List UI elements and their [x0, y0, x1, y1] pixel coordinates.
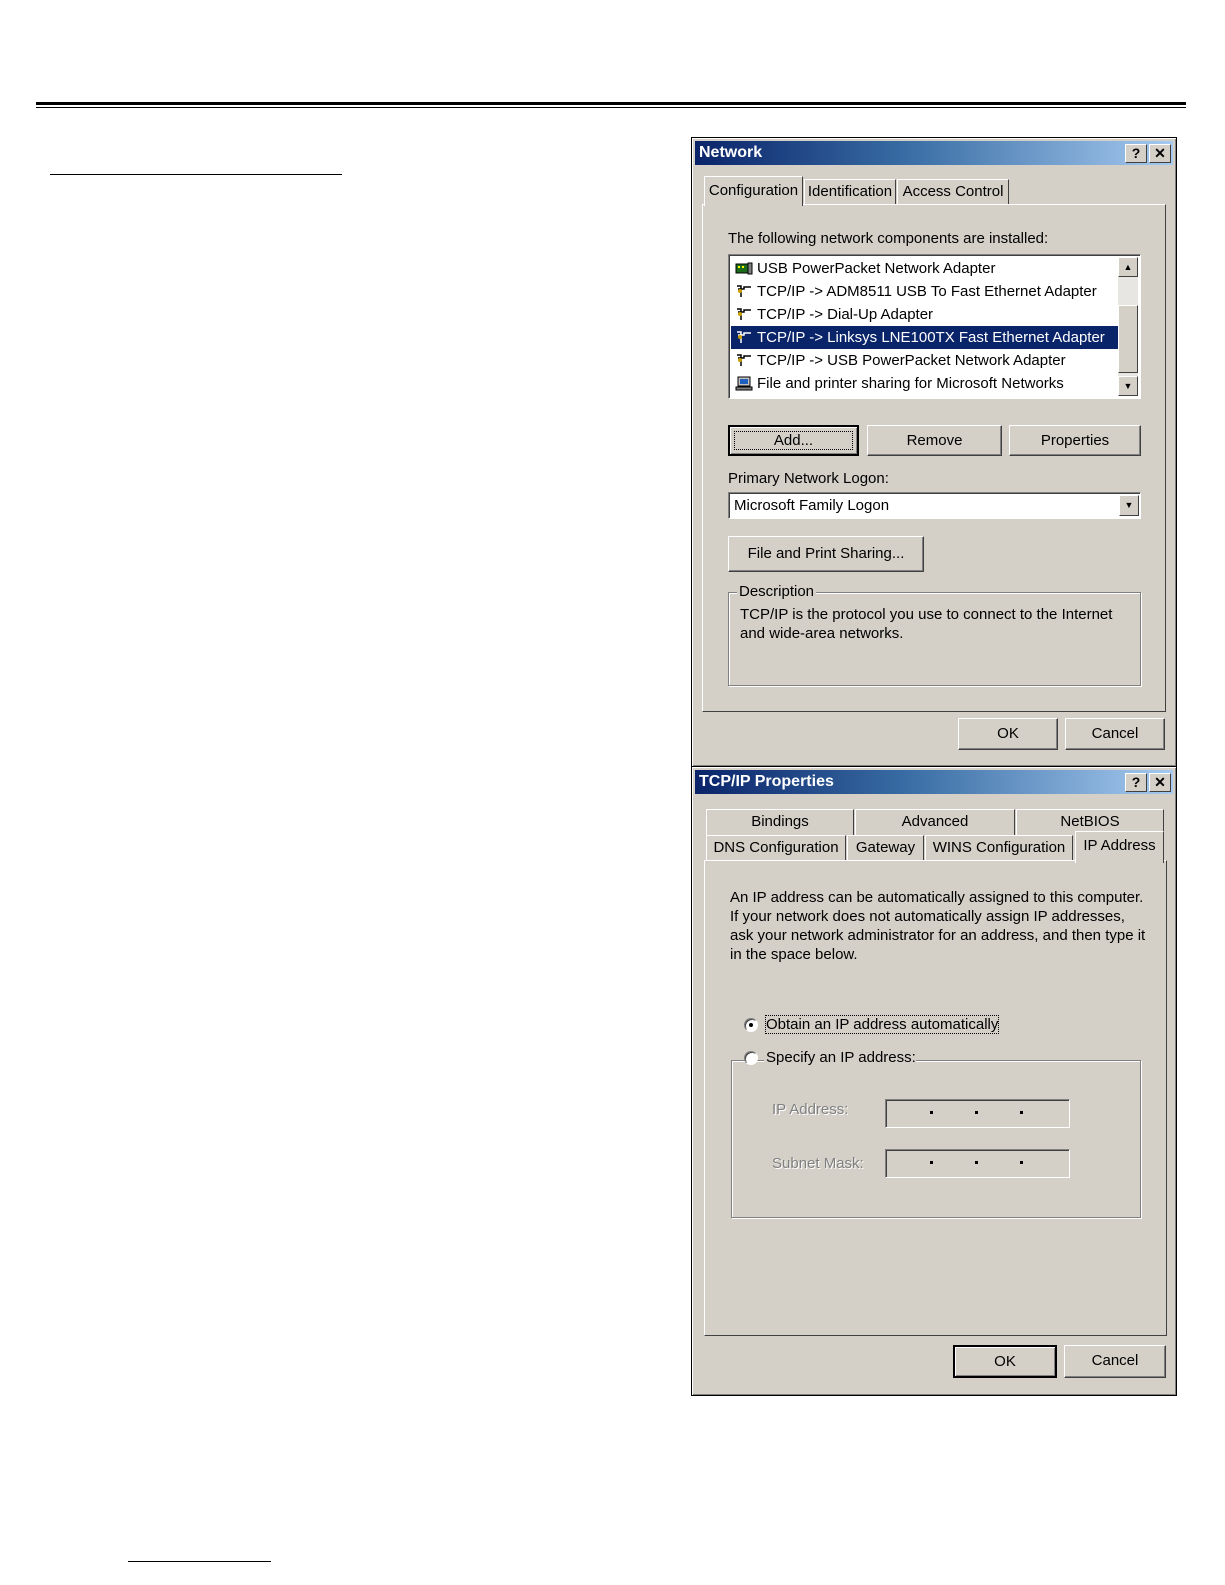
cancel-button-label: Cancel	[1091, 1352, 1139, 1369]
ip-octet-separator	[1020, 1111, 1023, 1114]
tab-wins-configuration[interactable]	[925, 835, 1073, 861]
primary-logon-select[interactable]	[728, 492, 1141, 519]
subnet-mask-label: Subnet Mask:	[772, 1155, 864, 1172]
tab-configuration[interactable]	[704, 176, 803, 206]
ip-octet-separator	[930, 1111, 933, 1114]
list-item-selected[interactable]	[731, 326, 1118, 349]
tab-identification[interactable]	[804, 179, 896, 206]
ok-button-label: OK	[994, 1353, 1016, 1370]
list-item[interactable]	[731, 349, 1118, 372]
protocol-icon	[735, 284, 753, 299]
tab-wins-configuration-label: WINS Configuration	[932, 839, 1066, 856]
components-label: The following network components are installed:	[728, 230, 1049, 247]
ip-address-panel	[704, 860, 1167, 1336]
tab-bindings[interactable]	[706, 809, 854, 835]
tab-bindings-label: Bindings	[751, 813, 809, 830]
ip-address-label: IP Address:	[772, 1101, 849, 1118]
cancel-button[interactable]	[1065, 718, 1165, 750]
tab-netbios-label: NetBIOS	[1060, 813, 1120, 830]
ip-octet-separator	[930, 1161, 933, 1164]
list-item[interactable]	[731, 303, 1118, 326]
add-button[interactable]	[728, 425, 859, 456]
tab-dns-configuration-label: DNS Configuration	[713, 839, 839, 856]
network-dialog	[691, 137, 1177, 767]
description-title: Description	[739, 583, 815, 600]
list-item[interactable]	[731, 372, 1118, 395]
subnet-mask-field	[885, 1149, 1070, 1178]
list-item-label: TCP/IP -> Linksys LNE100TX Fast Ethernet Adapter	[757, 329, 1105, 346]
tab-access-control[interactable]	[897, 179, 1009, 206]
scroll-up-icon[interactable]: ▲	[1118, 257, 1138, 277]
list-item-label: TCP/IP -> USB PowerPacket Network Adapter	[757, 352, 1066, 369]
ip-octet-separator	[975, 1111, 978, 1114]
specify-ip-radio[interactable]	[744, 1051, 758, 1065]
tcpip-properties-dialog	[691, 766, 1177, 1396]
page-header-rule-thin	[36, 107, 1186, 108]
tab-ip-address[interactable]	[1075, 831, 1164, 863]
list-item-label: File and printer sharing for Microsoft Networks	[757, 375, 1064, 392]
help-button[interactable]: ?	[1125, 773, 1147, 792]
file-print-sharing-button[interactable]	[728, 536, 924, 572]
scroll-thumb[interactable]	[1118, 305, 1138, 373]
protocol-icon	[735, 307, 753, 322]
ok-button[interactable]	[958, 718, 1058, 750]
file-sharing-icon	[735, 376, 753, 391]
section-heading-underline	[50, 174, 342, 175]
page-header-rule	[36, 102, 1186, 105]
add-button-label: Add...	[773, 432, 814, 449]
specify-ip-group	[731, 1060, 1141, 1218]
cancel-button[interactable]	[1064, 1345, 1166, 1378]
list-item[interactable]	[731, 257, 1118, 280]
tab-configuration-label: Configuration	[708, 182, 799, 199]
remove-button-label: Remove	[906, 432, 963, 449]
help-button[interactable]: ?	[1125, 144, 1147, 163]
properties-button[interactable]	[1009, 425, 1141, 456]
ip-octet-separator	[1020, 1161, 1023, 1164]
properties-button-label: Properties	[1040, 432, 1110, 449]
obtain-ip-radio[interactable]	[744, 1018, 758, 1032]
description-group	[728, 583, 1141, 686]
list-item-label: TCP/IP -> ADM8511 USB To Fast Ethernet Adapter	[757, 283, 1097, 300]
obtain-ip-label[interactable]: Obtain an IP address automatically	[766, 1016, 999, 1033]
tab-advanced-label: Advanced	[901, 813, 969, 830]
ip-address-field	[885, 1099, 1070, 1128]
network-dialog-title: Network	[699, 144, 763, 161]
tab-advanced[interactable]	[855, 809, 1015, 835]
tab-identification-label: Identification	[807, 183, 893, 200]
focus-rectangle	[734, 431, 853, 450]
list-item-label: TCP/IP -> Dial-Up Adapter	[757, 306, 934, 323]
remove-button[interactable]	[867, 425, 1002, 456]
ok-button-label: OK	[997, 725, 1019, 742]
components-list[interactable]	[728, 254, 1141, 399]
tcpip-dialog-title: TCP/IP Properties	[699, 773, 834, 790]
network-adapter-icon	[735, 261, 753, 276]
cancel-button-label: Cancel	[1091, 725, 1139, 742]
network-dialog-titlebar	[695, 141, 1173, 165]
primary-logon-label: Primary Network Logon:	[728, 470, 889, 487]
tab-ip-address-label: IP Address	[1083, 837, 1156, 854]
protocol-icon	[735, 330, 753, 345]
chevron-down-icon[interactable]: ▼	[1119, 495, 1139, 516]
close-button[interactable]: ✕	[1149, 144, 1171, 163]
description-text: TCP/IP is the protocol you use to connect to the Internet and wide-area networks.	[740, 606, 1113, 642]
protocol-icon	[735, 353, 753, 368]
tab-gateway-label: Gateway	[855, 839, 916, 856]
tab-gateway[interactable]	[847, 835, 924, 861]
list-item-label: USB PowerPacket Network Adapter	[757, 260, 996, 277]
specify-ip-label[interactable]: Specify an IP address:	[766, 1049, 916, 1066]
ip-intro-text: An IP address can be automatically assigned to this computer. If your network does not automatically assign IP addresses, ask your network administrator for an address, and then type it in the space below.	[730, 889, 1146, 963]
primary-logon-value: Microsoft Family Logon	[734, 497, 890, 514]
components-scrollbar[interactable]	[1118, 257, 1138, 396]
ip-octet-separator	[975, 1161, 978, 1164]
scroll-down-icon[interactable]: ▼	[1118, 376, 1138, 396]
tab-dns-configuration[interactable]	[706, 835, 846, 861]
footer-link-underline	[128, 1561, 271, 1562]
file-print-sharing-label: File and Print Sharing...	[747, 545, 905, 562]
list-item[interactable]	[731, 280, 1118, 303]
radio-selected-dot	[749, 1023, 753, 1027]
tab-access-control-label: Access Control	[902, 183, 1004, 200]
tcpip-dialog-titlebar	[695, 770, 1173, 794]
configuration-panel	[702, 204, 1166, 712]
ok-button[interactable]	[953, 1345, 1057, 1378]
close-button[interactable]: ✕	[1149, 773, 1171, 792]
